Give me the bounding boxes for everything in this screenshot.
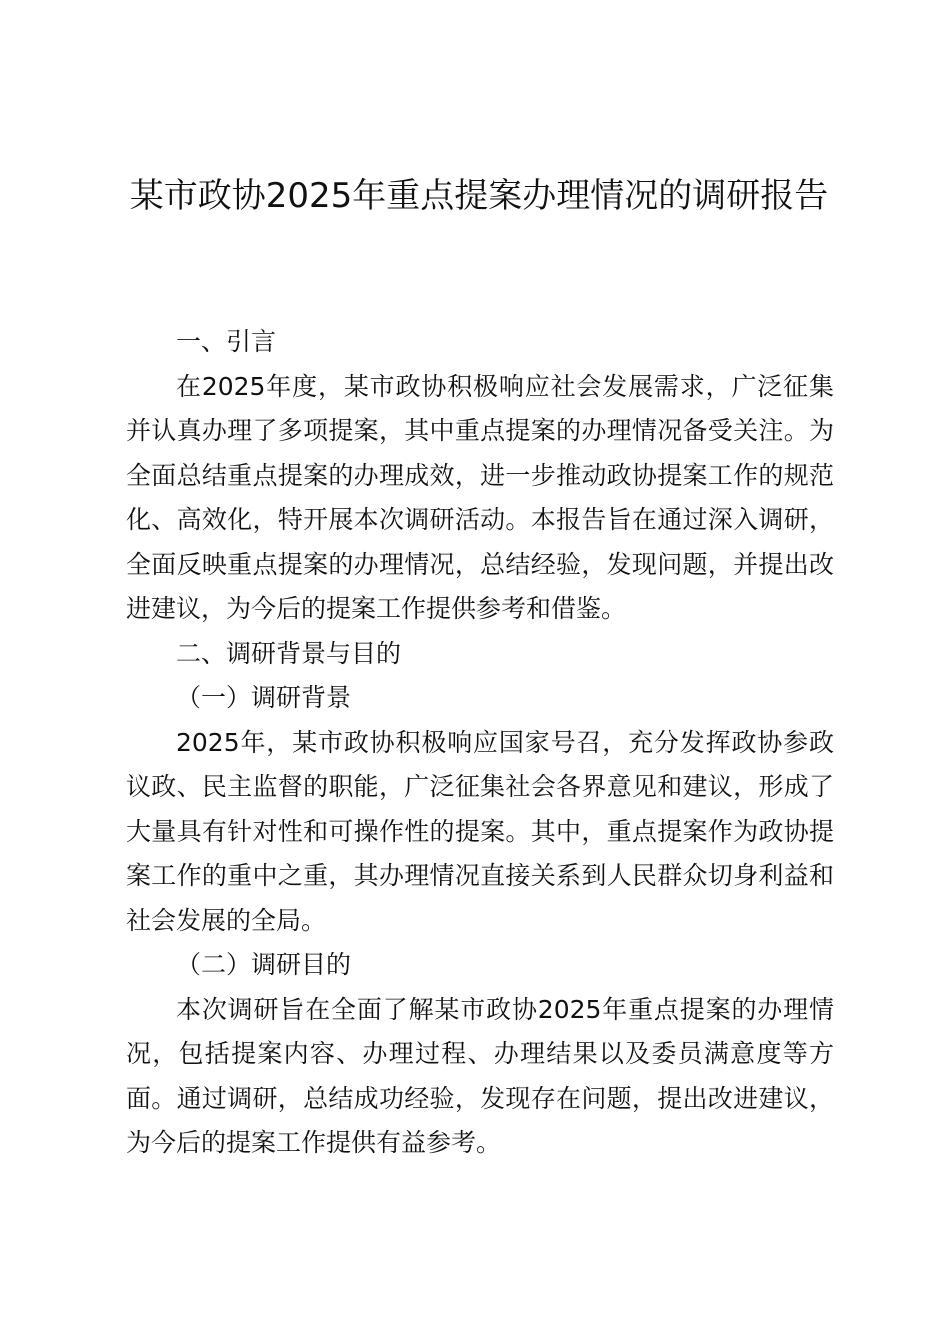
subsection-heading-background: （一）调研背景 xyxy=(176,683,352,712)
document-body xyxy=(126,320,834,1166)
subsection-heading-purpose: （二）调研目的 xyxy=(176,950,352,979)
section-heading-introduction: 一、引言 xyxy=(176,327,277,356)
paragraph-background: 2025年，某市政协积极响应国家号召，充分发挥政协参政议政、民主监督的职能，广泛征集社会各界意见和建议，形成了大量具有针对性和可操作性的提案。其中，重点提案作为政协提案工作的重中之重，其办理情况直接关系到人民群众切身利益和社会发展的全局。 xyxy=(126,727,834,935)
paragraph-purpose: 本次调研旨在全面了解某市政协2025年重点提案的办理情况，包括提案内容、办理过程、办理结果以及委员满意度等方面。通过调研，总结成功经验，发现存在问题，提出改进建议，为今后的提案工作提供有益参考。 xyxy=(126,994,834,1157)
paragraph-introduction: 在2025年度，某市政协积极响应社会发展需求，广泛征集并认真办理了多项提案，其中重点提案的办理情况备受关注。为全面总结重点提案的办理成效，进一步推动政协提案工作的规范化、高效化，特开展本次调研活动。本报告旨在通过深入调研，全面反映重点提案的办理情况，总结经验，发现问题，并提出改进建议，为今后的提案工作提供参考和借鉴。 xyxy=(126,371,834,623)
section-heading-background-purpose: 二、调研背景与目的 xyxy=(176,638,402,668)
document-title: 某市政协2025年重点提案办理情况的调研报告 xyxy=(129,176,829,216)
